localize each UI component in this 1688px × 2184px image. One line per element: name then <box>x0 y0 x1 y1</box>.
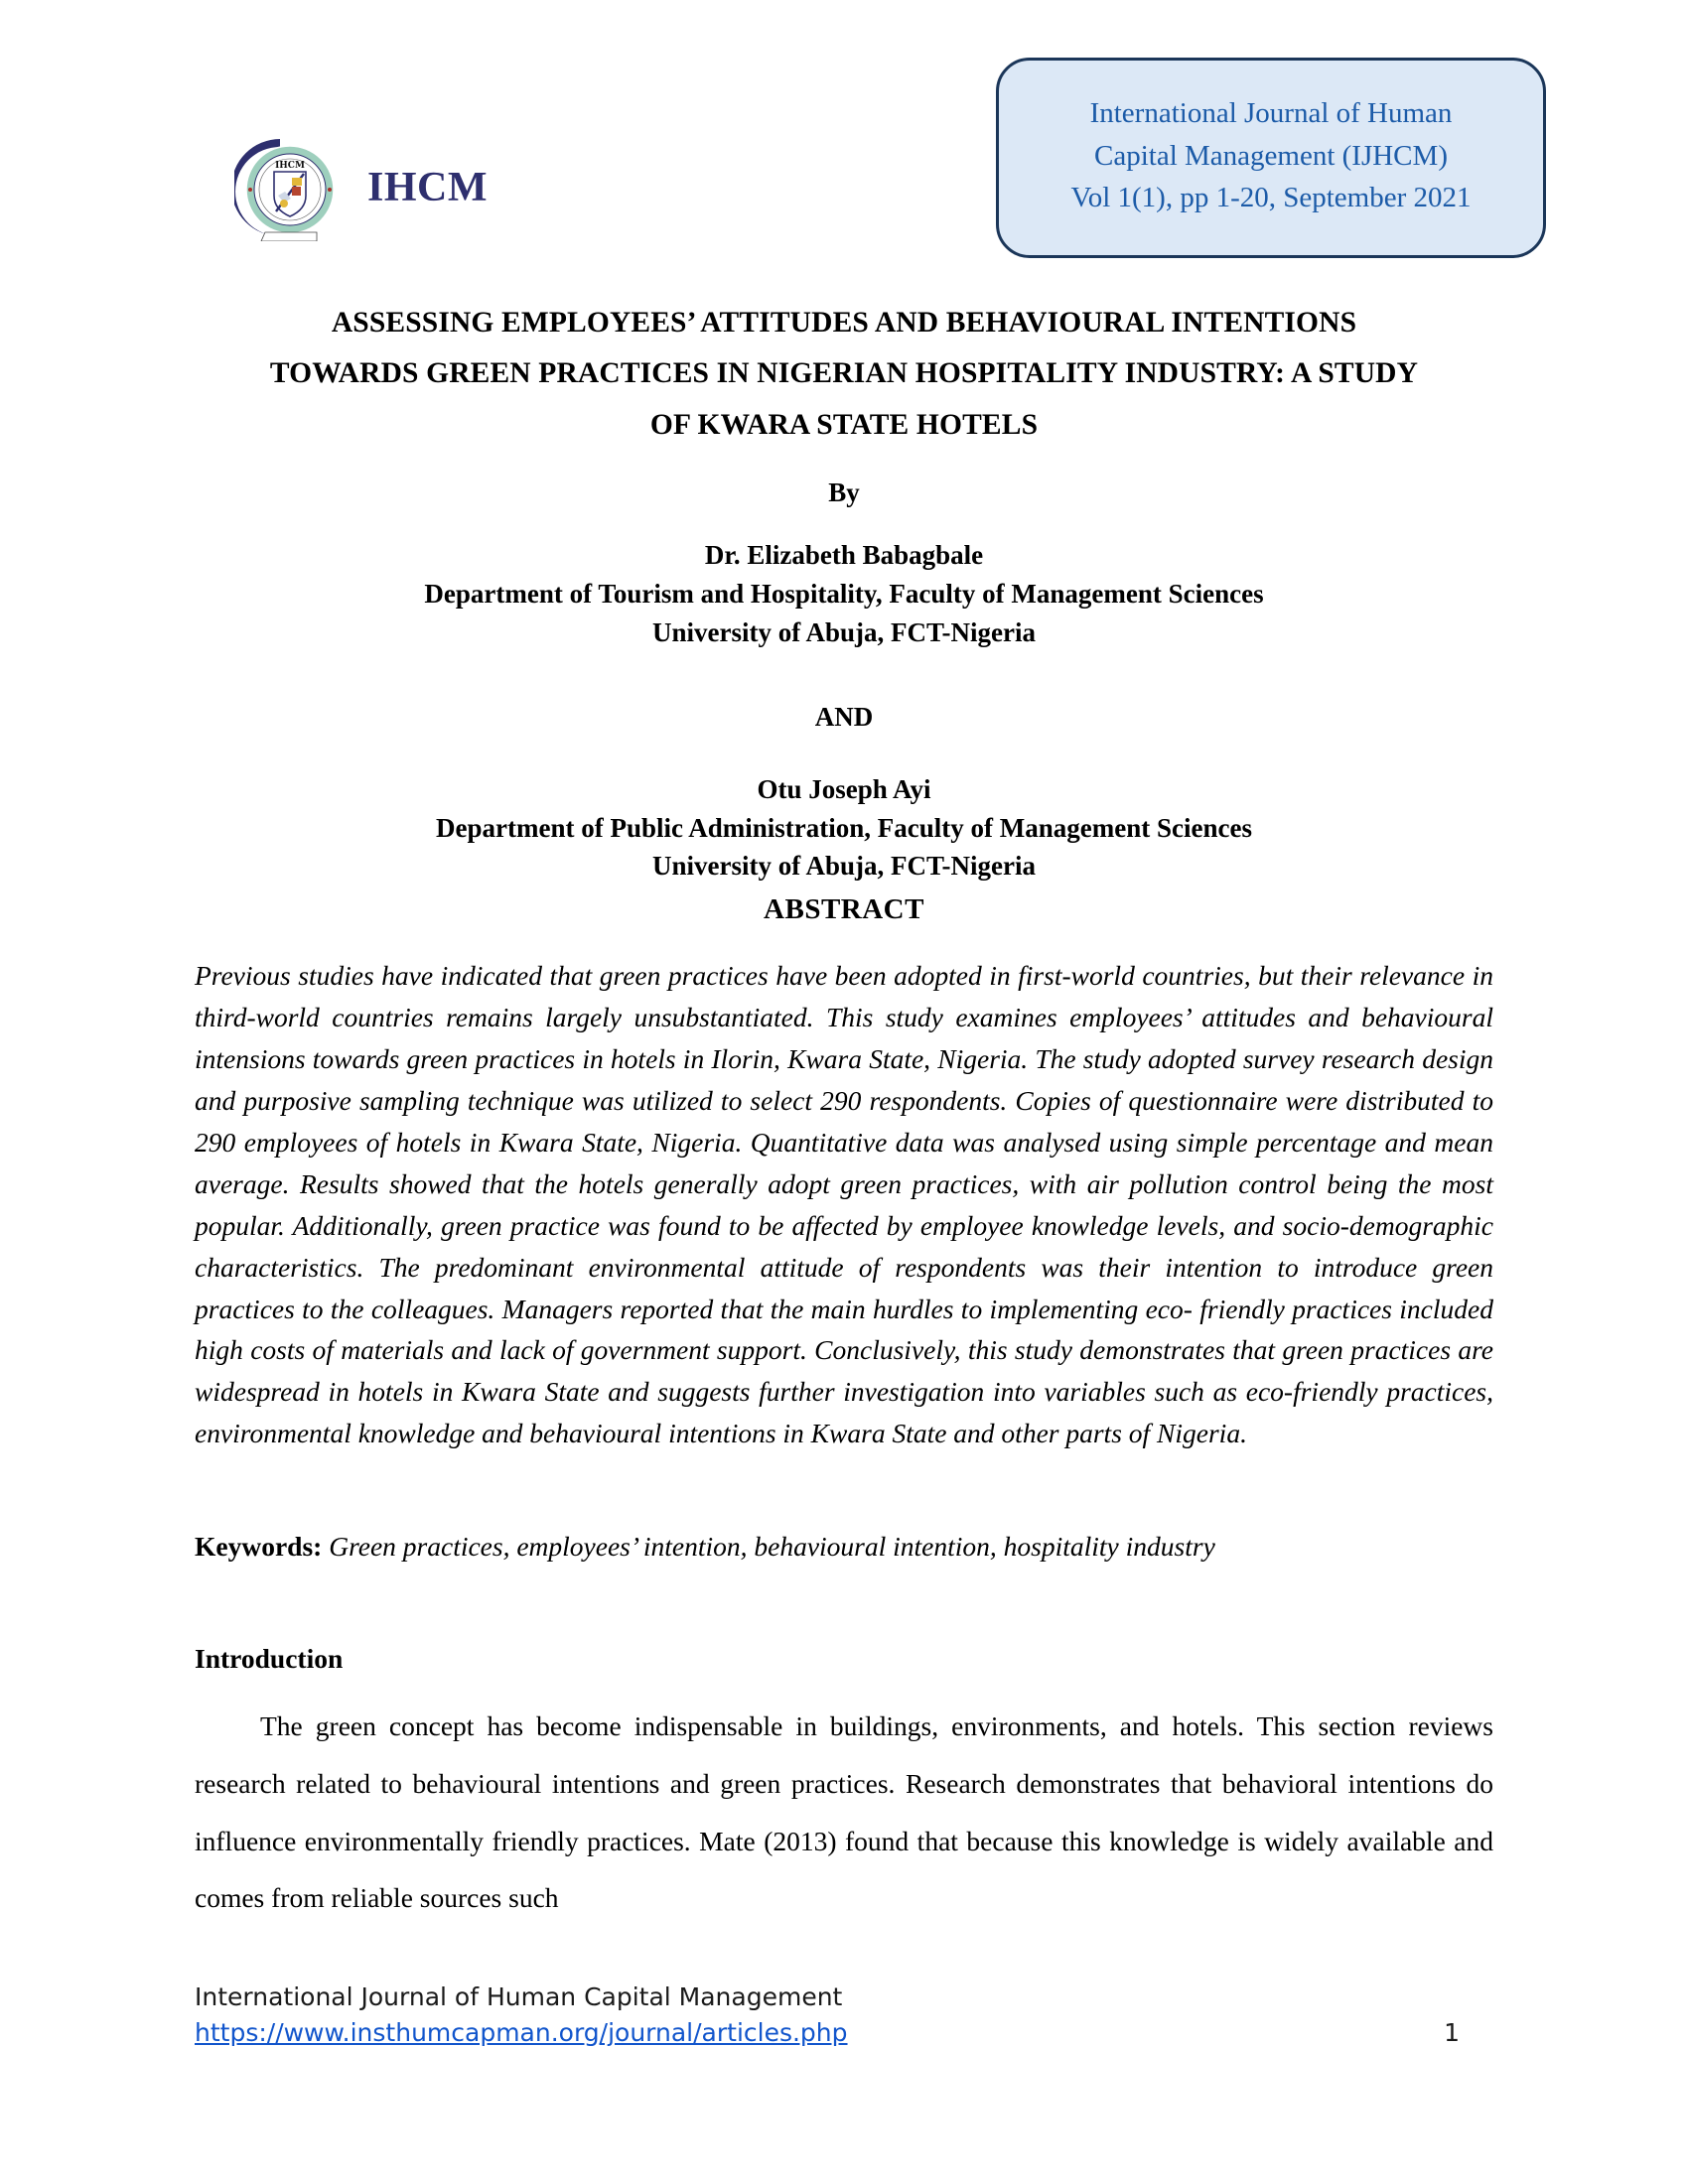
keywords-value: Green practices, employees’ intention, behavioural intention, hospitality industry <box>329 1531 1215 1562</box>
introduction-heading: Introduction <box>195 1643 344 1674</box>
ihcm-seal-logo-icon <box>234 134 342 241</box>
authors-section <box>189 472 1499 886</box>
article-title <box>189 298 1499 451</box>
abstract-heading: ABSTRACT <box>764 893 924 925</box>
author-two <box>189 770 1499 887</box>
introduction-body <box>195 1698 1493 1927</box>
article-title-line-3: OF KWARA STATE HOTELS <box>649 408 1039 441</box>
author-two-affiliation-university: University of Abuja, FCT-Nigeria <box>652 851 1036 882</box>
keywords-label: Keywords: <box>195 1531 323 1562</box>
page-footer <box>195 1979 1497 2047</box>
footer-bottom-row <box>195 2018 1497 2047</box>
page-header <box>0 0 1688 278</box>
article-title-line-1: ASSESSING EMPLOYEES’ ATTITUDES AND BEHAVIOURAL INTENTIONS <box>331 307 1357 339</box>
author-one-affiliation-university: University of Abuja, FCT-Nigeria <box>652 616 1036 647</box>
journal-title-line-1: International Journal of Human <box>1089 96 1453 129</box>
footer-journal-url-link[interactable]: https://www.insthumcapman.org/journal/articles.php <box>195 2017 848 2047</box>
author-one <box>189 536 1499 652</box>
author-two-name: Otu Joseph Ayi <box>757 773 931 804</box>
author-one-name: Dr. Elizabeth Babagbale <box>704 540 984 571</box>
article-title-line-2: TOWARDS GREEN PRACTICES IN NIGERIAN HOSPITALITY INDUSTRY: A STUDY <box>269 357 1419 390</box>
journal-logo-group <box>234 134 488 241</box>
svg-text:IHCM: IHCM <box>275 161 305 171</box>
introduction-paragraph-text: The green concept has become indispensable in buildings, environments, and hotels. This section reviews research related to behavioural intentions and green practices. Research demonstrates that behavioral intentions do influence environmentally friendly practices. Mate (2013) found that because this knowledge is widely available and comes from reliable sources such <box>195 1710 1493 1914</box>
footer-journal-name: International Journal of Human Capital Management <box>195 1982 843 2011</box>
keywords-line <box>195 1526 1493 1567</box>
page-number: 1 <box>1444 2017 1460 2047</box>
abstract-body: Previous studies have indicated that green practices have been adopted in first-world countries, but their relevance in third-world countries remains largely unsubstantiated. This study examines employees’ attitudes and behavioural intensions towards green practices in hotels in Ilorin, Kwara State, Nigeria. The study adopted survey research design and purposive sampling technique was utilized to select 290 respondents. Copies of questionnaire were distributed to 290 employees of hotels in Kwara State, Nigeria. Quantitative data was analysed using simple percentage and mean average. Results showed that the hotels generally adopt green practices, with air pollution control being the most popular. Additionally, green practice was found to be affected by employee knowledge levels, and socio-demographic characteristics. The predominant environmental attitude of respondents was their intention to introduce green practices to the colleagues. Managers reported that the main hurdles to implementing eco- friendly practices included high costs of materials and lack of government support. Conclusively, this study demonstrates that green practices are widespread in hotels in Kwara State and suggests further investigation into variables such as eco-friendly practices, environmental knowledge and behavioural intentions in Kwara State and other parts of Nigeria. <box>195 960 1493 1449</box>
journal-volume-line: Vol 1(1), pp 1-20, September 2021 <box>1070 182 1472 214</box>
journal-title-line-2: Capital Management (IJHCM) <box>1094 139 1448 172</box>
journal-info-box <box>996 58 1546 258</box>
and-label: AND <box>814 701 874 732</box>
author-one-affiliation-department: Department of Tourism and Hospitality, Faculty of Management Sciences <box>424 579 1264 610</box>
by-label: By <box>828 478 860 507</box>
logo-wordmark: IHCM <box>367 165 488 210</box>
author-two-affiliation-department: Department of Public Administration, Faculty of Management Sciences <box>436 812 1252 843</box>
